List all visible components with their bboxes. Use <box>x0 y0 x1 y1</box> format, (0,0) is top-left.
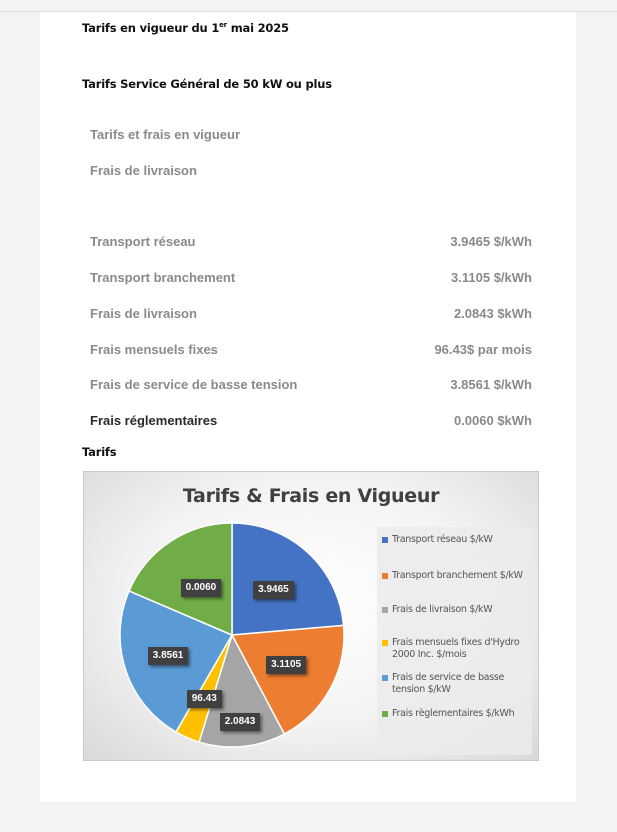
legend-label: Frais de livraison $/kW <box>392 604 493 615</box>
data-label: 0.0060 <box>181 579 222 597</box>
legend-item <box>382 708 530 720</box>
rate-value: 2.0843 $kWh <box>453 306 532 321</box>
data-label: 96.43 <box>187 690 222 708</box>
pie-chart <box>83 471 539 761</box>
legend-item <box>382 534 530 546</box>
rate-row <box>90 377 532 397</box>
legend-label: Transport branchement $/kW <box>392 570 523 581</box>
legend-swatch <box>382 607 388 613</box>
legend-item <box>382 604 530 616</box>
legend-label: Frais règlementaires $/kWh <box>392 708 515 719</box>
rate-label: Frais mensuels fixes <box>90 342 218 357</box>
rate-label: Frais réglementaires <box>90 413 218 428</box>
chart-caption: Tarifs <box>82 445 117 459</box>
data-label: 3.8561 <box>148 647 189 665</box>
rate-value: 3.9465 $/kWh <box>450 234 532 249</box>
rate-row <box>90 306 532 326</box>
legend-item <box>382 570 530 582</box>
legend-swatch <box>382 711 388 717</box>
data-label: 3.1105 <box>266 656 306 674</box>
legend-label: Frais mensuels fixes d'Hydro 2000 Inc. $/mois <box>392 637 520 660</box>
data-label: 2.0843 <box>220 713 261 731</box>
rate-row <box>90 270 532 290</box>
section-title: Tarifs Service Général de 50 kW ou plus <box>82 77 332 91</box>
rate-row <box>90 342 532 362</box>
rate-value: 96.43$ par mois <box>434 342 532 357</box>
legend-swatch <box>382 640 388 646</box>
rate-value: 3.1105 $/kWh <box>451 270 532 285</box>
legend-swatch <box>382 573 388 579</box>
rate-value: 0.0060 $kWh <box>453 413 532 428</box>
rate-row <box>90 413 532 433</box>
chart-legend <box>377 527 532 755</box>
legend-label: Transport réseau $/kW <box>392 534 493 545</box>
data-label: 3.9465 <box>253 581 294 599</box>
rate-value: 3.8561 $/kWh <box>450 377 532 392</box>
legend-item <box>382 672 530 696</box>
rate-label: Frais de livraison <box>90 306 197 321</box>
legend-label: Frais de service de basse tension $/kW <box>392 672 505 695</box>
table-title: Tarifs et frais en vigueur <box>90 127 241 142</box>
legend-item <box>382 637 530 661</box>
table-subtitle: Frais de livraison <box>90 163 197 178</box>
effective-date-heading: Tarifs en vigueur du 1er mai 2025 <box>82 21 289 35</box>
rate-label: Transport branchement <box>90 270 236 285</box>
rate-label: Transport réseau <box>90 234 196 249</box>
chart-title: Tarifs & Frais en Vigueur <box>182 485 440 507</box>
pie-slice <box>232 523 344 635</box>
rate-label: Frais de service de basse tension <box>90 377 298 392</box>
rate-row <box>90 234 532 254</box>
legend-swatch <box>382 675 388 681</box>
legend-swatch <box>382 537 388 543</box>
document-page <box>40 12 576 802</box>
